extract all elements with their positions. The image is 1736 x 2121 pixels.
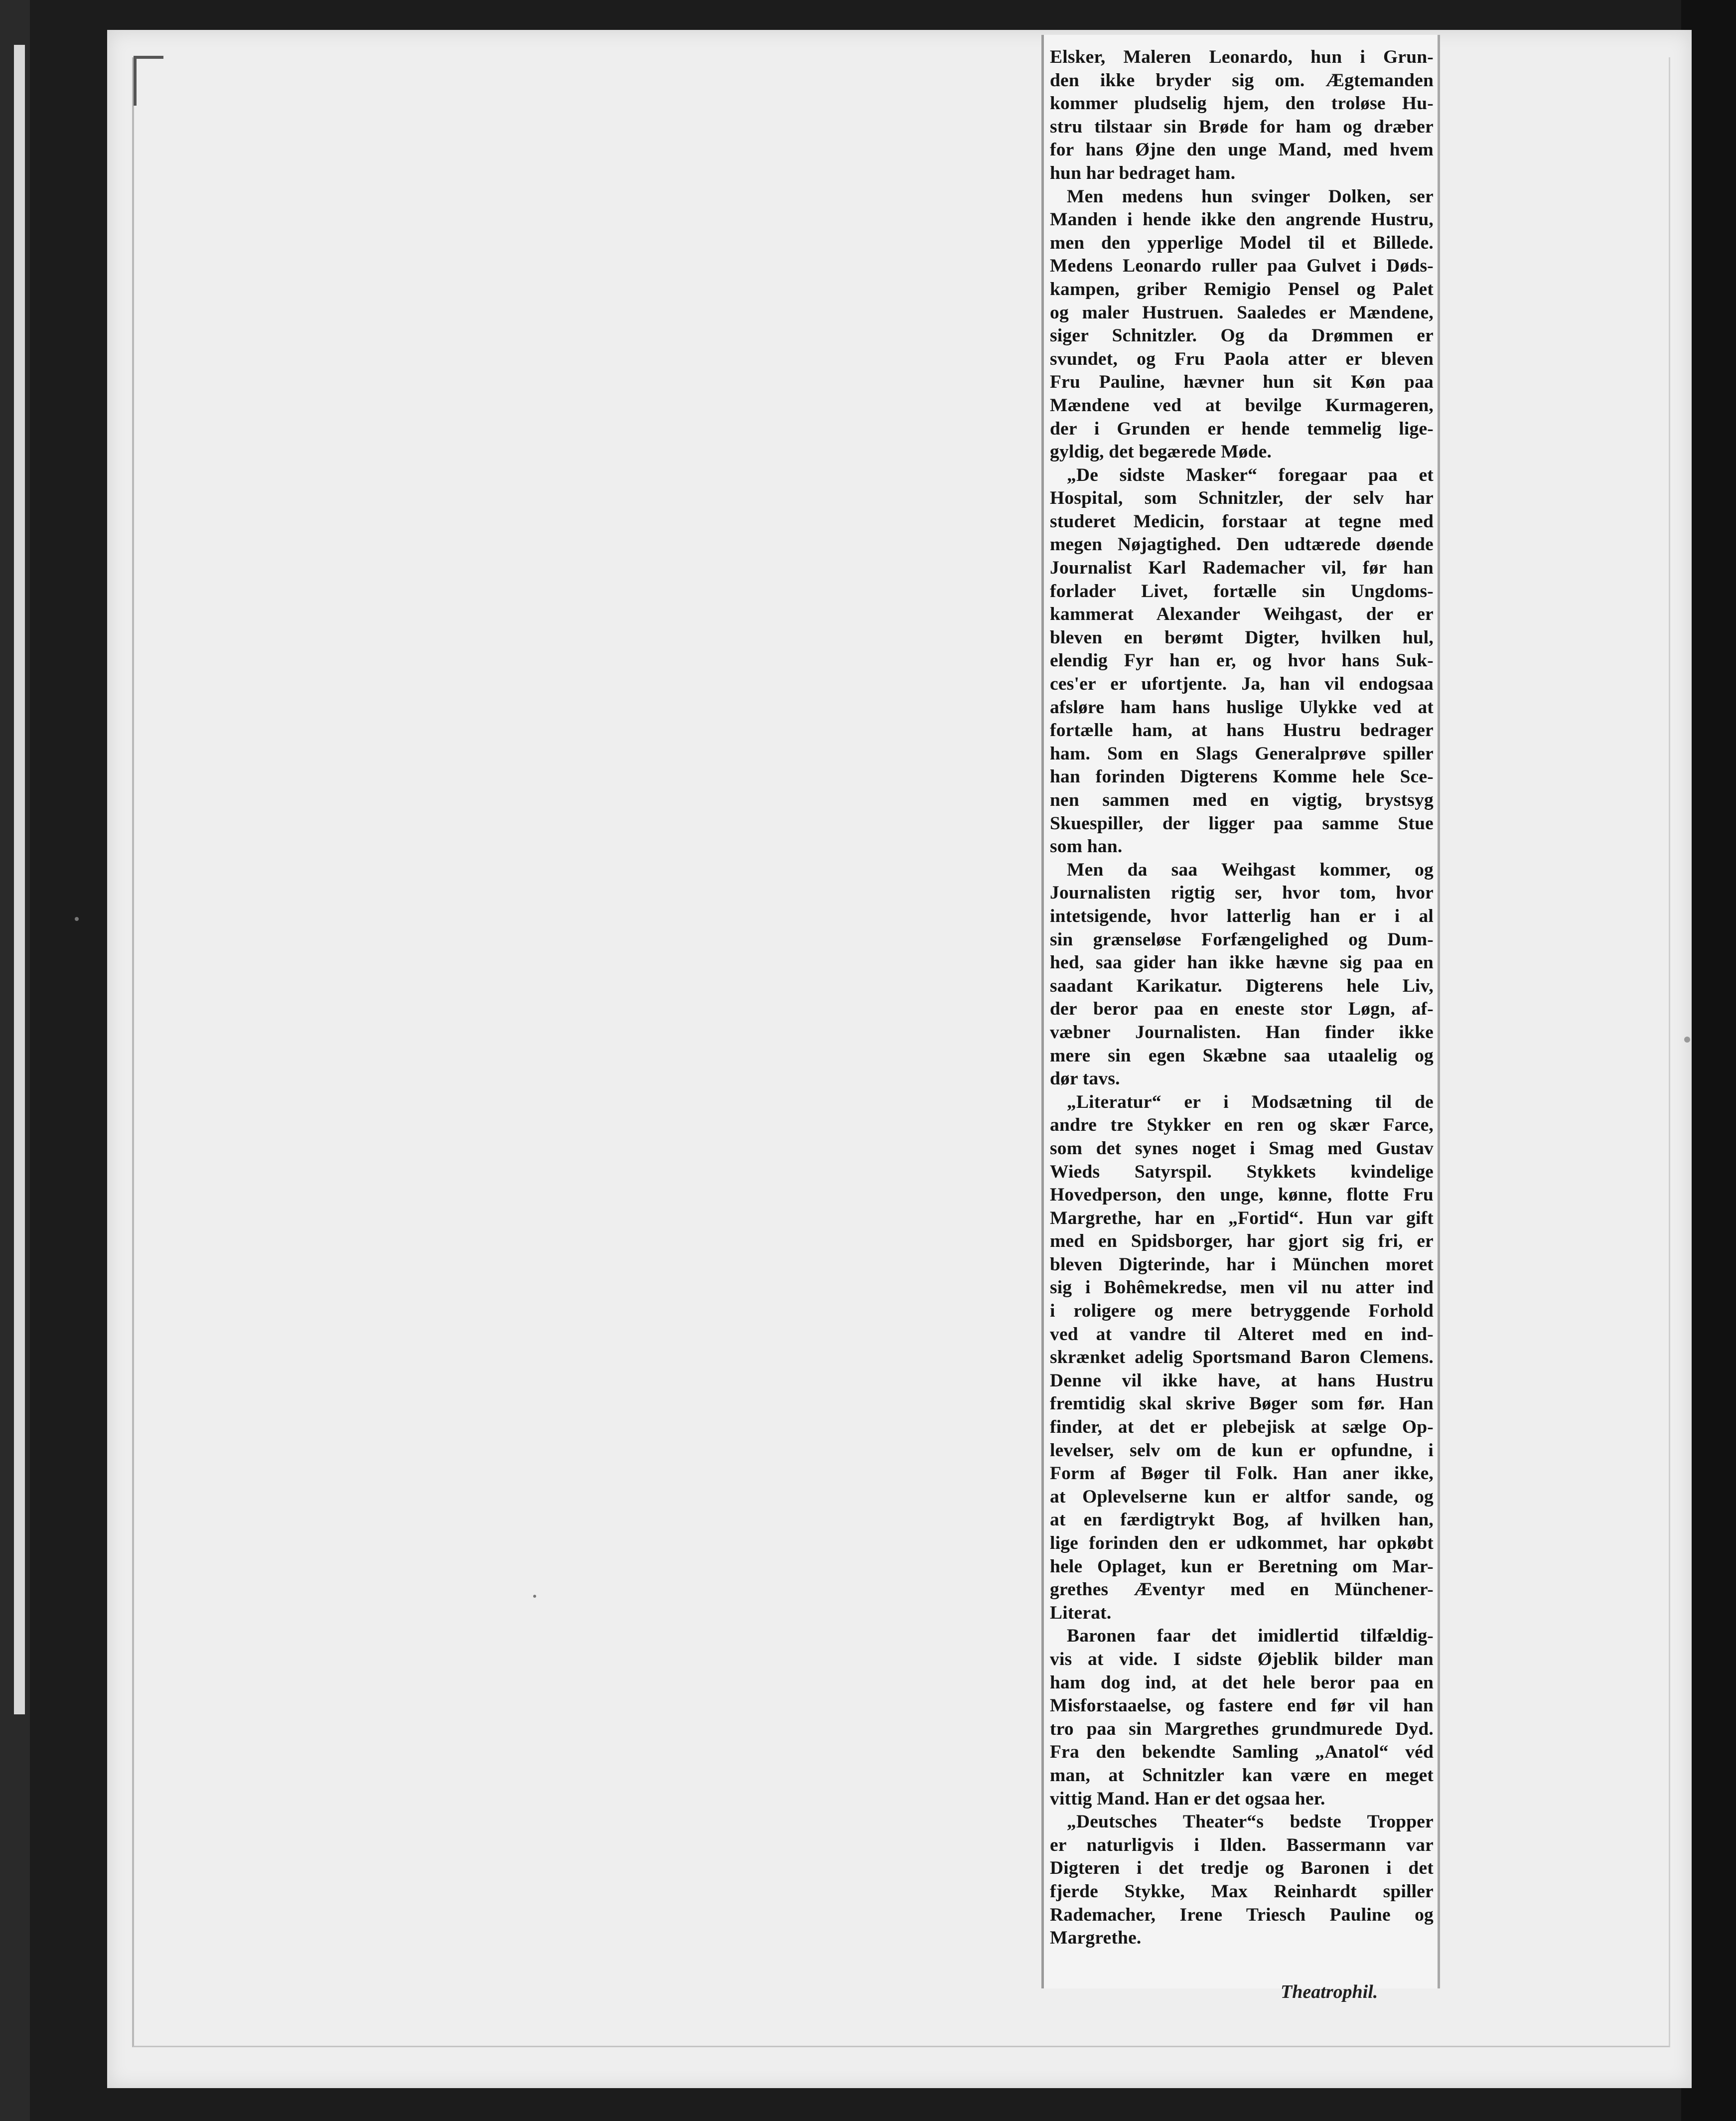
clipping-line: Elsker, Maleren Leonardo, hun i Grun- bbox=[1050, 47, 1434, 67]
clipping-line: i roligere og mere betryggende Forhold bbox=[1050, 1301, 1434, 1322]
clipping-line: for hans Øjne den unge Mand, med hvem bbox=[1050, 140, 1434, 160]
clipping-line: Misforstaaelse, og fastere end før vil han bbox=[1050, 1695, 1434, 1716]
clipping-line: Literat. bbox=[1050, 1602, 1112, 1623]
clipping-line: tro paa sin Margrethes grundmurede Dyd. bbox=[1050, 1718, 1434, 1739]
dust-speck bbox=[75, 917, 79, 921]
clipping-line: stru tilstaar sin Brøde for ham og dræber bbox=[1050, 116, 1434, 137]
clipping-line: fremtidig skal skrive Bøger som før. Han bbox=[1050, 1393, 1434, 1414]
clipping-line: hed, saa gider han ikke hævne sig paa en bbox=[1050, 952, 1434, 973]
clipping-line: Hospital, som Schnitzler, der selv har bbox=[1050, 488, 1434, 509]
clipping-line: vittig Mand. Han er det ogsaa her. bbox=[1050, 1788, 1325, 1809]
clipping-line: Mændene ved at bevilge Kurmageren, bbox=[1050, 395, 1434, 416]
clipping-line: med en Spidsborger, har gjort sig fri, er bbox=[1050, 1231, 1434, 1252]
clipping-line: Medens Leonardo ruller paa Gulvet i Døds- bbox=[1050, 256, 1434, 277]
clipping-line: at Oplevelserne kun er altfor sande, og bbox=[1050, 1486, 1434, 1507]
clipping-line: „Literatur“ er i Modsætning til de bbox=[1067, 1091, 1434, 1112]
clipping-line: ham dog ind, at det hele beror paa en bbox=[1050, 1672, 1434, 1693]
clipping-line: som det synes noget i Smag med Gustav bbox=[1050, 1138, 1434, 1159]
corner-mark bbox=[134, 56, 163, 59]
clipping-line: fortælle ham, at hans Hustru bedrager bbox=[1050, 720, 1434, 741]
dust-speck bbox=[1684, 1037, 1690, 1043]
clipping-line: Margrethe. bbox=[1050, 1928, 1142, 1949]
clipping-line: kommer pludselig hjem, den troløse Hu- bbox=[1050, 93, 1434, 114]
clipping-line: kampen, griber Remigio Pensel og Palet bbox=[1050, 279, 1434, 300]
clipping-line: Manden i hende ikke den angrende Hustru, bbox=[1050, 209, 1434, 230]
clipping-line: Skuespiller, der ligger paa samme Stue bbox=[1050, 813, 1434, 834]
clipping-line: Digteren i det tredje og Baronen i det bbox=[1050, 1858, 1434, 1879]
clipping-line: Wieds Satyrspil. Stykkets kvindelige bbox=[1050, 1161, 1434, 1182]
clipping-line: nen sammen med en vigtig, brystsyg bbox=[1050, 790, 1434, 810]
clipping-line: andre tre Stykker en ren og skær Farce, bbox=[1050, 1115, 1434, 1136]
clipping-line: der beror paa en eneste stor Løgn, af- bbox=[1050, 999, 1434, 1020]
newspaper-clipping bbox=[1041, 35, 1440, 1988]
clipping-line: Fru Pauline, hævner hun sit Køn paa bbox=[1050, 372, 1434, 393]
clipping-line: saadant Karikatur. Digterens hele Liv, bbox=[1050, 975, 1434, 996]
clipping-line: „De sidste Masker“ foregaar paa et bbox=[1067, 464, 1434, 485]
clipping-line: skrænket adelig Sportsmand Baron Clemens. bbox=[1050, 1347, 1434, 1368]
clipping-line: ham. Som en Slags Generalprøve spiller bbox=[1050, 743, 1434, 764]
clipping-line: Fra den bekendte Samling „Anatol“ véd bbox=[1050, 1742, 1434, 1763]
clipping-line: svundet, og Fru Paola atter er bleven bbox=[1050, 348, 1434, 369]
clipping-line: ces'er er ufortjente. Ja, han vil endogsaa bbox=[1050, 674, 1434, 695]
clipping-line: elendig Fyr han er, og hvor hans Suk- bbox=[1050, 650, 1434, 671]
clipping-line: Hovedperson, den unge, kønne, flotte Fru bbox=[1050, 1185, 1434, 1206]
clipping-line: forlader Livet, fortælle sin Ungdoms- bbox=[1050, 581, 1434, 602]
clipping-line: mere sin egen Skæbne saa utaalelig og bbox=[1050, 1045, 1434, 1066]
clipping-text-column bbox=[1050, 46, 1434, 1950]
clipping-line: Journalisten rigtig ser, hvor tom, hvor bbox=[1050, 883, 1434, 904]
clipping-line: Margrethe, har en „Fortid“. Hun var gift bbox=[1050, 1208, 1434, 1228]
clipping-line: Journalist Karl Rademacher vil, før han bbox=[1050, 558, 1434, 579]
clipping-line: bleven en berømt Digter, hvilken hul, bbox=[1050, 627, 1434, 648]
clipping-line: den ikke bryder sig om. Ægtemanden bbox=[1050, 70, 1434, 91]
clipping-line: Rademacher, Irene Triesch Pauline og bbox=[1050, 1904, 1434, 1925]
clipping-line: fjerde Stykke, Max Reinhardt spiller bbox=[1050, 1881, 1434, 1902]
clipping-line: at en færdigtrykt Bog, af hvilken han, bbox=[1050, 1510, 1434, 1530]
clipping-line: hele Oplaget, kun er Beretning om Mar- bbox=[1050, 1556, 1434, 1577]
clipping-line: væbner Journalisten. Han finder ikke bbox=[1050, 1022, 1434, 1043]
clipping-line: vis at vide. I sidste Øjeblik bilder man bbox=[1050, 1649, 1434, 1669]
clipping-line: megen Nøjagtighed. Den udtærede døende bbox=[1050, 534, 1434, 555]
clipping-line: intetsigende, hvor latterlig han er i al bbox=[1050, 906, 1434, 926]
clipping-line: Baronen faar det imidlertid tilfældig- bbox=[1067, 1626, 1434, 1647]
clipping-line: som han. bbox=[1050, 836, 1123, 857]
clipping-line: ved at vandre til Alteret med en ind- bbox=[1050, 1324, 1434, 1345]
scan-left-edge bbox=[0, 0, 30, 2121]
clipping-line: gyldig, det begærede Møde. bbox=[1050, 442, 1272, 462]
clipping-line: Form af Bøger til Folk. Han aner ikke, bbox=[1050, 1463, 1434, 1484]
clipping-line: er naturligvis i Ilden. Bassermann var bbox=[1050, 1834, 1434, 1855]
clipping-line: grethes Æventyr med en Münchener- bbox=[1050, 1579, 1434, 1600]
clipping-line: der i Grunden er hende temmelig lige- bbox=[1050, 418, 1434, 439]
clipping-line: bleven Digterinde, har i München moret bbox=[1050, 1254, 1434, 1275]
clipping-line: og maler Hustruen. Saaledes er Mændene, bbox=[1050, 302, 1434, 323]
clipping-line: studeret Medicin, forstaar at tegne med bbox=[1050, 511, 1434, 532]
clipping-line: „Deutsches Theater“s bedste Tropper bbox=[1067, 1812, 1434, 1832]
clipping-line: levelser, selv om de kun er opfundne, i bbox=[1050, 1440, 1434, 1461]
clipping-line: dør tavs. bbox=[1050, 1068, 1120, 1089]
clipping-line: sin grænseløse Forfængelighed og Dum- bbox=[1050, 929, 1434, 950]
dust-speck bbox=[533, 1595, 536, 1598]
clipping-line: afsløre ham hans huslige Ulykke ved at bbox=[1050, 697, 1434, 718]
clipping-line: man, at Schnitzler kan være en meget bbox=[1050, 1765, 1434, 1786]
clipping-line: sig i Bohêmekredse, men vil nu atter ind bbox=[1050, 1277, 1434, 1298]
clipping-line: siger Schnitzler. Og da Drømmen er bbox=[1050, 325, 1434, 346]
clipping-signature: Theatrophil. bbox=[1281, 1981, 1378, 2002]
clipping-line: hun har bedraget ham. bbox=[1050, 162, 1236, 183]
clipping-line: Denne vil ikke have, at hans Hustru bbox=[1050, 1370, 1434, 1391]
clipping-line: kammerat Alexander Weihgast, der er bbox=[1050, 604, 1434, 625]
adjacent-page-strip bbox=[14, 45, 25, 1714]
clipping-line: Men medens hun svinger Dolken, ser bbox=[1067, 186, 1434, 207]
clipping-line: men den ypperlige Model til et Billede. bbox=[1050, 232, 1434, 253]
clipping-line: lige forinden den er udkommet, har opkøbt bbox=[1050, 1533, 1434, 1553]
clipping-line: han forinden Digterens Komme hele Sce- bbox=[1050, 766, 1434, 787]
clipping-line: Men da saa Weihgast kommer, og bbox=[1067, 859, 1434, 880]
corner-mark-vertical bbox=[134, 56, 137, 106]
clipping-line: finder, at det er plebejisk at sælge Op- bbox=[1050, 1417, 1434, 1438]
